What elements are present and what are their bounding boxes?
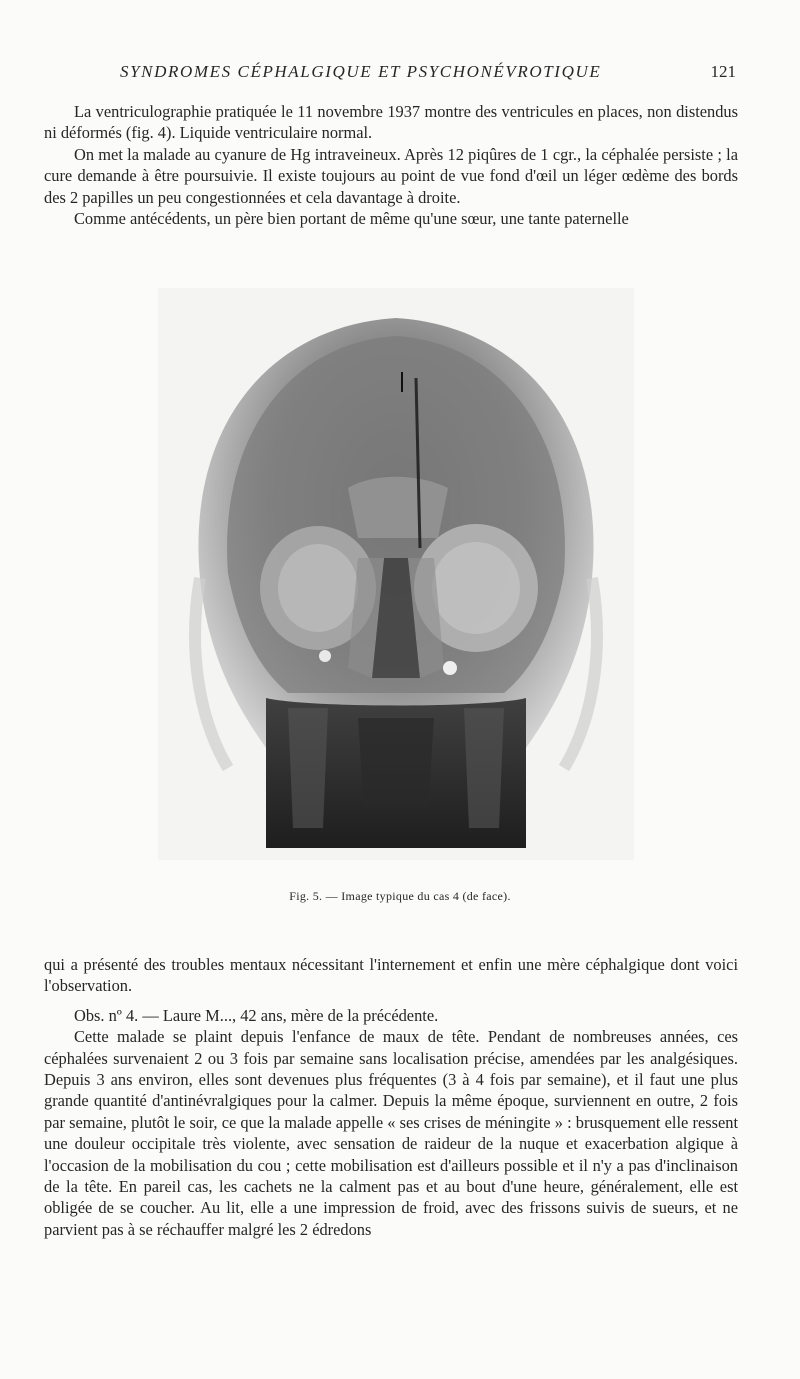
bottom-text-block [44, 954, 738, 1240]
paragraph-antecedents: Comme antécédents, un père bien portant de même qu'une sœur, une tante paternelle [74, 209, 629, 229]
paragraph-ventriculography: La ventriculographie pratiquée le 11 novembre 1937 montre des ventricules en places, non distendus ni déformés (fig. 4). Liquide ventriculaire normal. [44, 102, 738, 143]
top-text-block [44, 101, 738, 229]
page-number: 121 [710, 62, 736, 81]
skull-xray-image [158, 288, 634, 860]
paragraph-observation-heading: Obs. nº 4. — Laure M..., 42 ans, mère de la précédente. [74, 1005, 439, 1025]
paragraph-continuation: qui a présenté des troubles mentaux nécessitant l'internement et enfin une mère céphalgique dont voici l'observation. [44, 955, 738, 996]
skull-xray-figure [158, 288, 634, 860]
figure-caption: Fig. 5. — Image typique du cas 4 (de face). [289, 889, 511, 903]
paragraph-gap [44, 997, 738, 1005]
running-title: SYNDROMES CÉPHALGIQUE ET PSYCHONÉVROTIQUE [120, 62, 602, 81]
paragraph-treatment: On met la malade au cyanure de Hg intraveineux. Après 12 piqûres de 1 cgr., la céphalée persiste ; la cure demande à être poursuivie. Il existe toujours au point de vue fond d'œil un léger œdème des bords des 2 papilles un peu congestionnées et cela davantage à droite. [44, 144, 738, 207]
paragraph-observation-body: Cette malade se plaint depuis l'enfance de maux de tête. Pendant de nombreuses années, ces céphalées survenaient 2 ou 3 fois par semaine sans localisation précise, amendées par les analgésiques. Depuis 3 ans environ, elles sont devenues plus fréquentes (3 à 4 fois par semaine), et il faut une plus grande quantité d'antinévralgiques pour la calmer. Depuis la même époque, surviennent en outre, 2 fois par semaine, plutôt le soir, ce que la malade appelle « ses crises de méningite » : brusquement elle ressent une douleur occipitale très violente, avec sensation de raideur de la nuque et exacerbation algique à l'occasion de la mobilisation du cou ; cette mobilisation est d'ailleurs possible et il n'y a pas d'inclinaison de la tête. En pareil cas, les cachets ne la calment pas et au bout d'une heure, généralement, elle est obligée de se coucher. Au lit, elle a une impression de froid, avec des frissons suivis de sueurs, et ne parvient pas à se réchauffer malgré les 2 édredons [44, 1027, 738, 1239]
running-head [70, 62, 740, 88]
